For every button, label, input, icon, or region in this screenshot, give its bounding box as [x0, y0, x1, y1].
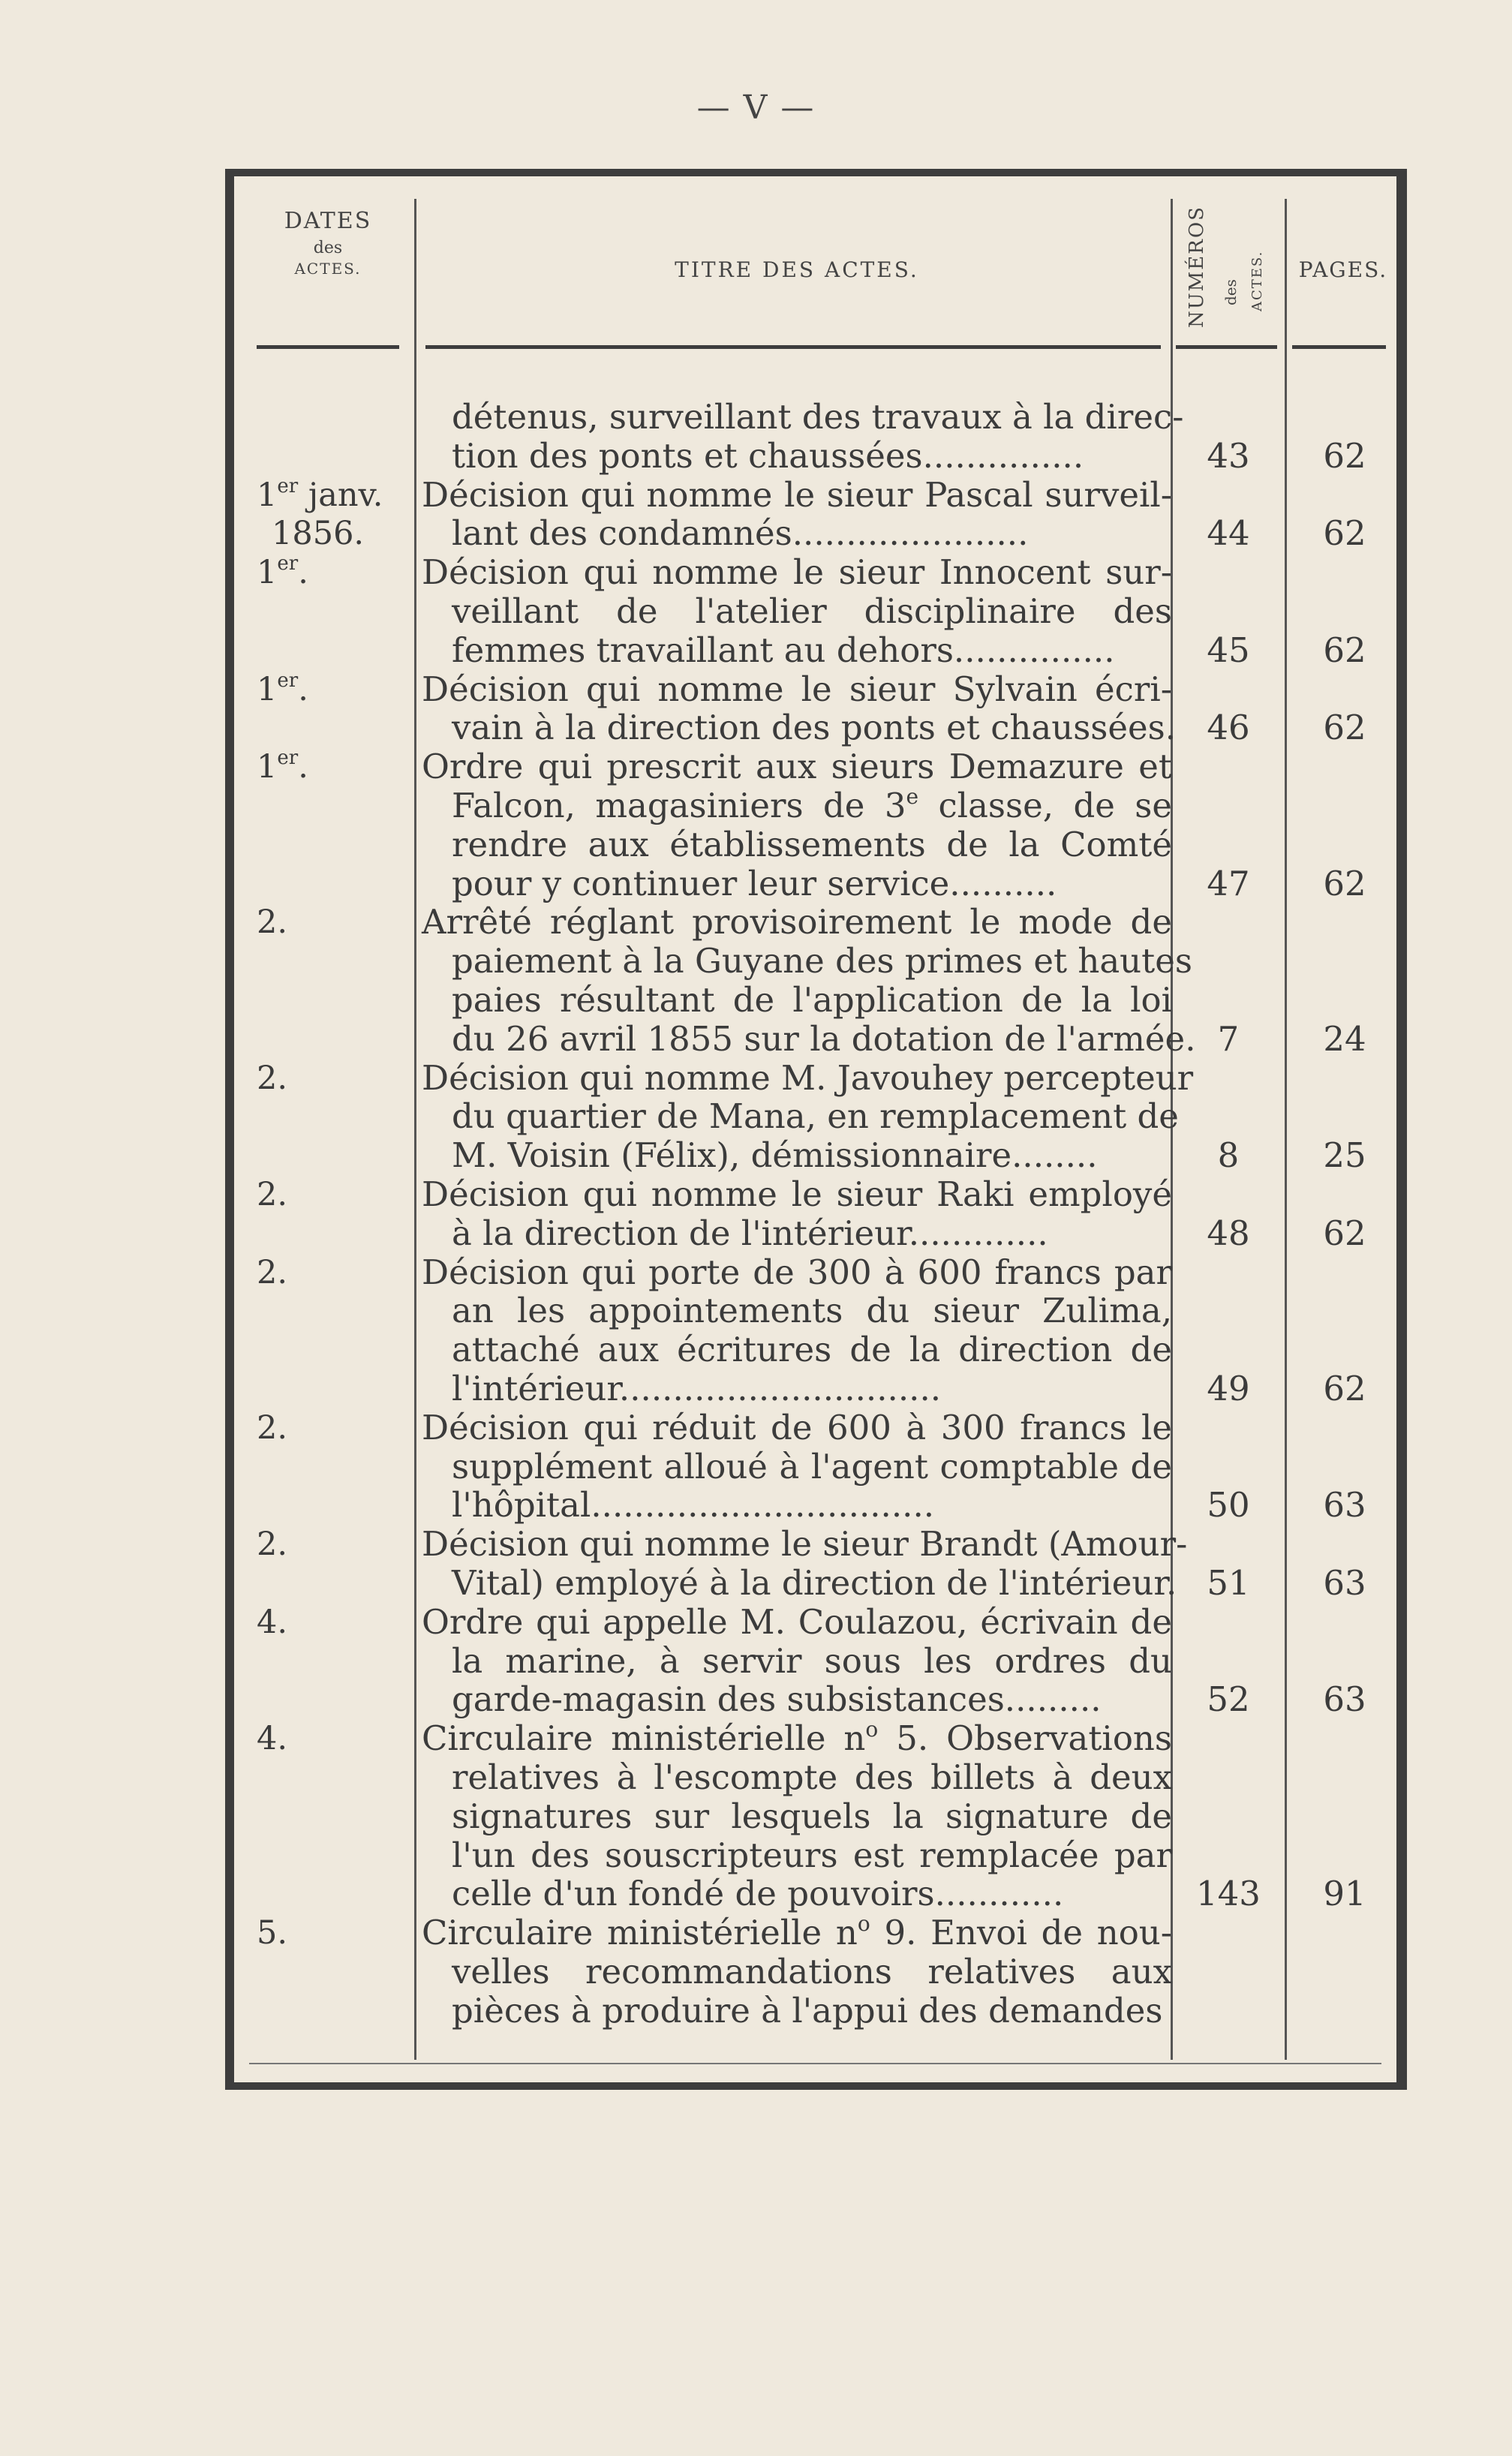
- act-date: 2.: [257, 1408, 288, 1447]
- act-title-line: détenus, surveillant des travaux à la direc-: [452, 397, 1184, 437]
- act-page: 91: [1323, 1874, 1366, 1914]
- act-title-line: velles recommandations relatives aux: [452, 1952, 1172, 1992]
- act-title-line: supplément alloué à l'agent comptable de: [452, 1446, 1172, 1487]
- act-date: 2.: [257, 1059, 288, 1097]
- act-title-line: M. Voisin (Félix), démissionnaire........: [452, 1135, 1098, 1176]
- act-page: 63: [1323, 1679, 1366, 1720]
- act-date: 4.: [257, 1603, 288, 1641]
- act-title-line: veillant de l'atelier disciplinaire des: [452, 591, 1172, 631]
- act-title-line: garde-magasin des subsistances.........: [452, 1679, 1102, 1720]
- act-number: 49: [1207, 1369, 1250, 1408]
- act-number: 44: [1207, 513, 1250, 554]
- act-title-line: l'un des souscripteurs est remplacée par: [452, 1835, 1172, 1875]
- act-title-line: celle d'un fondé de pouvoirs............: [452, 1874, 1064, 1914]
- act-title-line: Décision qui réduit de 600 à 300 francs le: [422, 1407, 1172, 1447]
- act-number: 8: [1217, 1135, 1240, 1176]
- header-title: TITRE DES ACTES.: [675, 257, 919, 282]
- act-date: 1er.: [257, 552, 308, 592]
- act-number: 48: [1207, 1213, 1250, 1253]
- act-title-line: tion des ponts et chaussées...............: [452, 435, 1084, 476]
- act-page: 62: [1323, 863, 1366, 903]
- index-table: [225, 169, 1407, 2090]
- act-date: 1er.: [257, 669, 308, 708]
- act-title-line: Décision qui porte de 300 à 600 francs par: [422, 1252, 1172, 1292]
- act-number: 47: [1207, 863, 1250, 903]
- act-title-line: pour y continuer leur service..........: [452, 863, 1057, 903]
- act-title-line: femmes travaillant au dehors...............: [452, 630, 1115, 670]
- act-page: 62: [1323, 708, 1366, 748]
- header-rule: [257, 345, 399, 349]
- header-dates: DATES des ACTES.: [284, 208, 372, 278]
- act-title-line: Décision qui nomme le sieur Pascal surveil-: [422, 474, 1172, 515]
- act-date: 1er.: [257, 747, 308, 786]
- act-title-line: la marine, à servir sous les ordres du: [452, 1640, 1172, 1681]
- act-title-line: Décision qui nomme M. Javouhey percepteur: [422, 1057, 1194, 1098]
- act-number: 7: [1217, 1018, 1240, 1059]
- act-title-line: vain à la direction des ponts et chaussées.: [452, 708, 1177, 748]
- header-rule: [425, 345, 1161, 349]
- act-number: 45: [1207, 630, 1250, 670]
- act-title-line: Décision qui nomme le sieur Sylvain écri-: [422, 669, 1172, 709]
- header-rule: [1292, 345, 1386, 349]
- page-number: — V —: [696, 89, 816, 127]
- act-title-line: l'hôpital................................: [452, 1485, 935, 1526]
- act-page: 62: [1323, 1369, 1366, 1408]
- act-page: 63: [1323, 1563, 1366, 1603]
- act-number: 143: [1196, 1874, 1261, 1914]
- act-title-line: Circulaire ministérielle $n^o$ 5. Observations: [422, 1717, 1172, 1759]
- act-title-line: Vital) employé à la direction de l'intérieur.: [452, 1563, 1177, 1603]
- header-rule: [1176, 345, 1277, 349]
- act-date: 2.: [257, 1176, 288, 1213]
- act-title-line: Falcon, magasiniers de 3e classe, de se: [452, 784, 1173, 825]
- act-number: 50: [1207, 1485, 1250, 1526]
- act-page: 63: [1323, 1485, 1366, 1526]
- act-number: 51: [1207, 1563, 1250, 1603]
- act-page: 62: [1323, 630, 1366, 670]
- act-title-line: Décision qui nomme le sieur Brandt (Amour-: [422, 1524, 1188, 1565]
- act-date: 2.: [257, 903, 288, 942]
- act-date: 5.: [257, 1914, 288, 1952]
- act-title-line: attaché aux écritures de la direction de: [452, 1330, 1172, 1370]
- act-title-line: Décision qui nomme le sieur Raki employé: [422, 1174, 1172, 1214]
- bottom-rule: [249, 2063, 1381, 2064]
- act-title-line: Circulaire ministérielle $n^o$ 9. Envoi de nou-: [422, 1911, 1172, 1953]
- act-number: 46: [1207, 708, 1250, 748]
- act-page: 62: [1323, 435, 1366, 476]
- act-date: 2.: [257, 1526, 288, 1564]
- act-date: 2.: [257, 1253, 288, 1291]
- column-divider-dates: [414, 199, 416, 2060]
- act-page: 25: [1323, 1135, 1366, 1176]
- act-title-line: an les appointements du sieur Zulima,: [452, 1291, 1172, 1331]
- act-title-line: lant des condamnés......................: [452, 513, 1029, 554]
- act-title-line: Ordre qui appelle M. Coulazou, écrivain de: [422, 1601, 1172, 1642]
- act-title-line: Décision qui nomme le sieur Innocent sur-: [422, 552, 1172, 593]
- act-page: 62: [1323, 513, 1366, 554]
- act-date: 1er janv.: [257, 474, 383, 514]
- act-title-line: paies résultant de l'application de la loi: [452, 980, 1172, 1020]
- act-title-line: Arrêté réglant provisoirement le mode de: [422, 902, 1172, 942]
- act-title-line: du 26 avril 1855 sur la dotation de l'armée.: [452, 1018, 1196, 1059]
- act-title-line: relatives à l'escompte des billets à deux: [452, 1757, 1172, 1797]
- act-number: 52: [1207, 1679, 1250, 1720]
- act-number: 43: [1207, 435, 1250, 476]
- act-date-year: 1856.: [272, 515, 365, 553]
- act-page: 24: [1323, 1018, 1366, 1059]
- act-title-line: paiement à la Guyane des primes et hautes: [452, 941, 1192, 981]
- act-title-line: pièces à produire à l'appui des demandes: [452, 1990, 1163, 2031]
- act-title-line: à la direction de l'intérieur.............: [452, 1213, 1048, 1253]
- header-pages: PAGES.: [1298, 257, 1388, 282]
- act-date: 4.: [257, 1720, 288, 1758]
- header-numeros: NUMÉROS des ACTES.: [1186, 206, 1265, 328]
- act-title-line: du quartier de Mana, en remplacement de: [452, 1096, 1179, 1137]
- act-title-line: Ordre qui prescrit aux sieurs Demazure et: [422, 747, 1172, 787]
- act-title-line: l'intérieur..............................: [452, 1369, 942, 1408]
- act-title-line: signatures sur lesquels la signature de: [452, 1796, 1172, 1836]
- act-page: 62: [1323, 1213, 1366, 1253]
- column-divider-numeros: [1285, 199, 1287, 2060]
- act-title-line: rendre aux établissements de la Comté: [452, 824, 1172, 864]
